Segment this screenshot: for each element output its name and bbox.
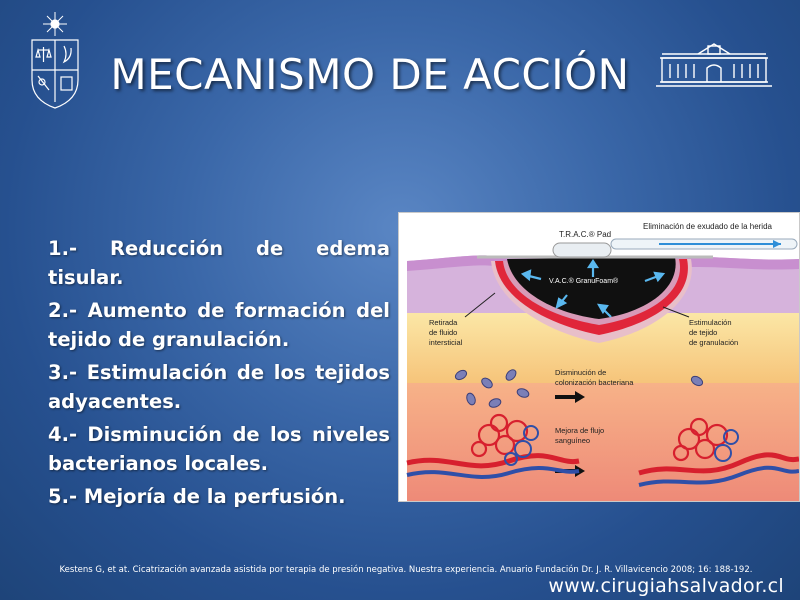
trac-pad [553, 243, 611, 257]
right-label-line: de granulación [689, 338, 739, 347]
flow-label-line: sanguíneo [555, 436, 591, 445]
list-item: 5.- Mejoría de la perfusión. [48, 485, 346, 508]
citation: Kestens G, et at. Cicatrización avanzada asistida por terapia de presión negativa. Nuestra experiencia. Anuario Fundación Dr. J. R. Villavicencio 2008; 16: 188-192. [59, 565, 753, 575]
mechanism-list [48, 234, 390, 515]
bacteria-label-line: Disminución de [555, 368, 607, 377]
list-item: 4.- Disminución de los niveles bacterianos locales. [48, 423, 390, 475]
muscle-layer [407, 383, 799, 501]
left-label-line: intersticial [429, 338, 463, 347]
vac-therapy-diagram [398, 212, 800, 502]
exudate-label: Eliminación de exudado de la herida [643, 222, 772, 231]
list-item: 3.- Estimulación de los tejidos adyacentes. [48, 361, 390, 413]
bacteria-label-line: colonización bacteriana [555, 378, 634, 387]
left-label-line: de fluido [429, 328, 458, 337]
website-url[interactable]: www.cirugiahsalvador.cl [548, 575, 784, 597]
list-item: 1.- Reducción de edema tisular. [48, 237, 390, 289]
left-label-line: Retirada [429, 318, 458, 327]
slide-title: MECANISMO DE ACCIÓN [110, 50, 630, 99]
foam-label: V.A.C.® GranuFoam® [549, 278, 619, 285]
right-label-line: de tejido [689, 328, 718, 337]
flow-label-line: Mejora de flujo [555, 426, 605, 435]
right-label-line: Estimulación [689, 318, 732, 327]
list-item: 2.- Aumento de formación del tejido de granulación. [48, 299, 390, 351]
pad-label: T.R.A.C.® Pad [559, 230, 612, 239]
